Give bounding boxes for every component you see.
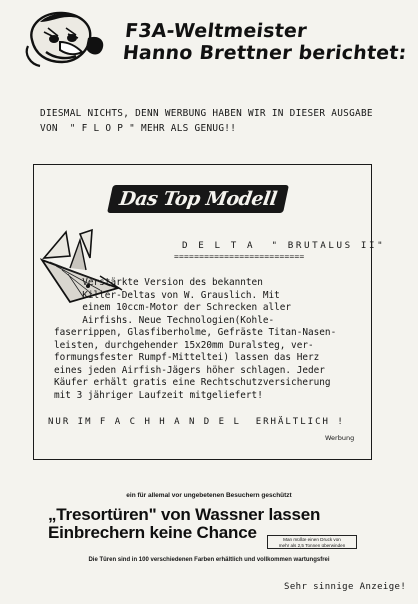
box-line-1: Man müßte einen Druck von [283, 537, 341, 542]
ad-body-line: formungsfester Rumpf-Mitteltei) lassen das Herz [54, 352, 320, 363]
second-ad-subhead: ein für allemal vor ungebetenen Besuchern geschützt [126, 492, 292, 499]
ad-body-line: mit 3 jähriger Laufzeit mitgeliefert! [54, 389, 263, 401]
logo-text: Das Top Modell [117, 188, 279, 210]
article-title [122, 20, 417, 64]
cartoon-head-logo [22, 8, 108, 74]
box-line-2: mehr als 2,5 Tonnen überwinden [278, 542, 346, 548]
headline-line-2: Einbrechern keine Chance [48, 523, 257, 542]
advertisement-tag: Werbung [325, 434, 355, 442]
title-underline: ========================== [174, 252, 305, 261]
ad-body-line: Killer-Deltas von W. Grauslich. Mit [54, 289, 280, 301]
title-line-2: Hanno Brettner berichtet: [121, 42, 408, 64]
ad-body-text [54, 277, 372, 402]
second-ad-footnote: Die Türen sind in 100 verschiedenen Farben erhältlich und vollkommen wartungsfrei [88, 557, 330, 563]
notice-line-2: VON " F L O P " MEHR ALS GENUG!! [40, 123, 237, 134]
ad-body-line: leisten, durchgehender 15x20mm Duralsteg, ver- [54, 339, 314, 351]
pressure-info-box [267, 535, 357, 549]
ad-body-line: Airfishs. Neue Technologien(Kohle- [54, 314, 275, 326]
notice-text [40, 106, 400, 136]
call-to-action: NUR IM F A C H H A N D E L ERHÄLTLICH ! [48, 417, 345, 427]
das-top-modell-logo [107, 185, 289, 213]
ad-body-line: einem 10ccm-Motor der Schrecken aller [54, 302, 292, 313]
ad-body-line: faserrippen, Glasfiberholme, Gefräste Titan-Nasen- [54, 327, 337, 338]
title-line-1: F3A-Weltmeister [124, 20, 308, 42]
ad-body-line: Käufer erhält gratis eine Rechtschutzversicherung [54, 377, 331, 388]
notice-line-1: DIESMAL NICHTS, DENN WERBUNG HABEN WIR IN DIESER AUSGABE [40, 108, 373, 119]
ad-body-line: Verstärkte Version des bekannten [54, 277, 263, 288]
headline-line-1: „Tresortüren" von Wassner lassen [48, 505, 321, 524]
ad-body-line: eines jeden Airfish-Jägers höher schlagen. Jeder [54, 364, 325, 376]
product-title: D E L T A " BRUTALUS II" [182, 240, 386, 251]
signoff-comment: Sehr sinnige Anzeige! [284, 582, 407, 592]
